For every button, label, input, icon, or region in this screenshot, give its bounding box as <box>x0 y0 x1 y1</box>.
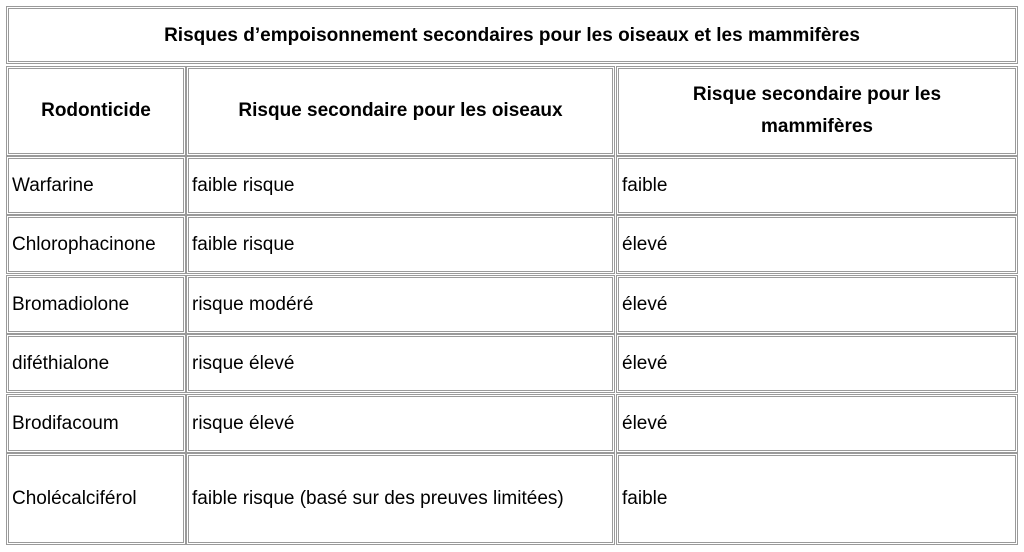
table-title: Risques d’empoisonnement secondaires pour les oiseaux et les mammifères <box>8 8 1016 62</box>
table-cell-mammal-risk: élevé <box>618 396 1016 451</box>
table-cell-bird-risk: faible risque <box>188 158 613 213</box>
table-cell-mammal-risk: faible <box>618 158 1016 213</box>
table-cell-rodenticide: Cholécalciférol <box>8 455 184 543</box>
table-cell-mammal-risk: élevé <box>618 217 1016 272</box>
table-cell-mammal-risk: élevé <box>618 277 1016 332</box>
table-cell-bird-risk: faible risque (basé sur des preuves limitées) <box>188 455 613 543</box>
header-rodonticide: Rodonticide <box>8 68 184 154</box>
table-cell-rodenticide: Chlorophacinone <box>8 217 184 272</box>
table-cell-rodenticide: Brodifacoum <box>8 396 184 451</box>
table-cell-rodenticide: diféthialone <box>8 336 184 391</box>
table-cell-bird-risk: risque élevé <box>188 336 613 391</box>
table-cell-mammal-risk: élevé <box>618 336 1016 391</box>
table-cell-rodenticide: Warfarine <box>8 158 184 213</box>
table-cell-bird-risk: risque modéré <box>188 277 613 332</box>
table-cell-bird-risk: risque élevé <box>188 396 613 451</box>
table-cell-mammal-risk: faible <box>618 455 1016 543</box>
header-risk-mammals: Risque secondaire pour les mammifères <box>618 68 1016 154</box>
header-risk-birds: Risque secondaire pour les oiseaux <box>188 68 613 154</box>
table-cell-bird-risk: faible risque <box>188 217 613 272</box>
table-cell-rodenticide: Bromadiolone <box>8 277 184 332</box>
